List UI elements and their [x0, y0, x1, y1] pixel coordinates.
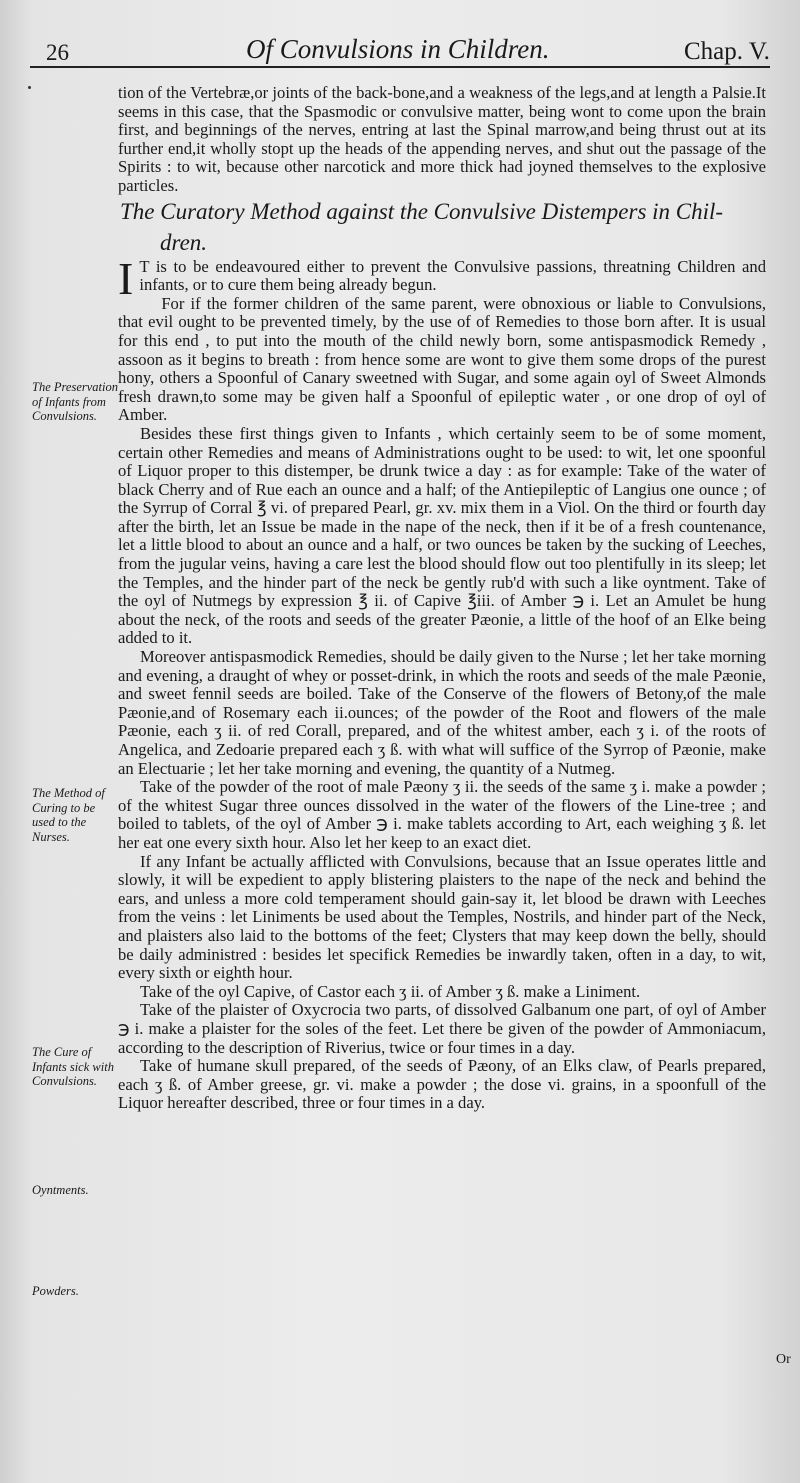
margin-note-cure: The Cure of Infants sick with Convulsions. [32, 1045, 114, 1088]
margin-note-oyntments: Oyntments. [32, 1183, 89, 1197]
section-heading [118, 196, 766, 258]
paragraph-powders: Take of humane skull prepared, of the seeds of Pæony, of an Elks claw, of Pearls prepared, each ʒ ß. of Amber greese, gr. vi. make a powder ; the dose vi. grains, in a spoonfull of the Liquor hereafter described, three or four times in a day. [118, 1056, 766, 1113]
main-text [118, 84, 766, 1113]
section-heading-line-1: The Curatory Method against the Convulsive Distempers in Chil- [120, 198, 724, 224]
paragraph-liniment: Take of the oyl Capive, of Castor each ʒ ii. of Amber ʒ ß. make a Liniment. [140, 981, 641, 1001]
chapter-label: Chap. V. [684, 38, 770, 65]
paragraph-plaister: Take of the plaister of Oxycrocia two parts, of dissolved Galbanum one part, of oyl of Amber ℈ i. make a plaister for the soles of the feet. Let there be given of the powder of Ammoniacum, according to the description of Riverius, twice or four times in a day. [118, 1000, 766, 1057]
ink-speck [28, 86, 31, 89]
margin-note-preservation: The Preservation of Infants from Convulsions. [32, 380, 118, 423]
margin-note-powders: Powders. [32, 1284, 79, 1298]
paragraph-continued: tion of the Vertebræ,or joints of the back-bone,and a weakness of the legs,and at length a Palsie.It seems in this case, that the Spasmodic or convulsive matter, being wont to come upon the brain first, and beginnings of the nerves, entring at last the Spinal marrow,and being thrust out at its further end,it wholly stopt up the heads of the appending nerves, and shut out the passage of the Spirits : to wit, because other narcotick and more thick had joyned themselves to the explosive particles. [118, 83, 766, 195]
paragraph-preservation: For if the former children of the same parent, were obnoxious or liable to Convulsions, that evil ought to be prevented timely, by the use of of Remedies to those born after. It is usual for this end , to put into the mouth of the child newly born, some antispasmodick Remedy , assoon as it begins to breath : from hence some are wont to give them some drops of the purest hony, others a Spoonful of Canary sweetned with Sugar, and some again oyl of Sweet Almonds fresh drawn,to some may be given half a Spoonful of epileptic water , or one drop of oyl of Amber. [118, 293, 766, 425]
paragraph-cure: If any Infant be actually afflicted with Convulsions, because that an Issue operates little and slowly, it will be expedient to apply blistering plaisters to the nape of the neck and behind the ears, and unless a more cold temperament should gain-say it, let blood be drawn with Leeches from the veins : let Liniments be used about the Temples, Nostrils, and hinder part of the Neck, and plaisters also laid to the bottoms of the feet; Clysters that may keep down the belly, should be daily administred : besides let specifick Remedies be inwardly taken, often in a day, to wit, every sixth or eighth hour. [118, 851, 766, 983]
section-heading-line-2: dren. [160, 229, 208, 255]
header-rule [30, 66, 770, 68]
catchword: Or [776, 1352, 791, 1367]
paragraph-tablets: Take of the powder of the root of male Pæony ʒ ii. the seeds of the same ʒ i. make a powder ; of the whitest Sugar three ounces dissolved in the water of the flowers of the Line-tree ; and boiled to tablets, of the oyl of Amber ℈ i. make tablets according to Art, each weighing ʒ ß. let her eat one every sixth hour. Also let her keep to an exact diet. [118, 777, 766, 852]
running-title: Of Convulsions in Children. [246, 34, 550, 64]
running-head [0, 28, 800, 78]
paragraph-remedies: Besides these first things given to Infants , which certainly seem to be of some moment, certain other Remedies and means of Administrations ought to be used: to wit, let one spoonful of Liquor proper to this distemper, be drunk twice a day : as for example: Take of the water of black Cherry and of Rue each an ounce and a half; of the Antiepileptic of Langius one ounce ; of the Syrrup of Corral ℥ vi. of prepared Pearl, gr. xv. mix them in a Viol. On the third or fourth day after the birth, let an Issue be made in the nape of the neck, then if it be of a fresh countenance, let a little blood to about an ounce and a half, or two ounces be taken by the sucking of Leeches, from the jugular veins, having a care lest the blood should flow out too plentifully in its sleep; let the Temples, and the hinder part of the neck be gently rub'd with such a like oyntment. Take of the oyl of Nutmegs by expression ℥ ii. of Capive ℥iii. of Amber ℈ i. Let an Amulet be hung about the neck, of the roots and seeds of the greater Pæonie, a little of the hoof of an Elke being added to it. [118, 423, 766, 648]
drop-cap: I [118, 252, 134, 304]
opening-paragraph [118, 252, 766, 304]
opening-paragraph-text: T is to be endeavoured either to prevent the Convulsive passions, threatning Children and infants, or to cure them being already begun. [139, 256, 766, 295]
page-number: 26 [46, 40, 69, 65]
margin-note-nurses: The Method of Curing to be used to the Nurses. [32, 786, 105, 844]
paragraph-nurse: Moreover antispasmodick Remedies, should be daily given to the Nurse ; let her take morning and evening, a draught of whey or posset-drink, in which the roots and seeds of the male Pæonie, and sweet fennil seeds are boiled. Take of the Conserve of the flowers of Betony,of the male Pæonie,and of Rosemary each ii.ounces; of the powder of the Root and flowers of the male Pæonie, each ʒ ii. of red Corall, prepared, and of the whitest amber, each ʒ i. of the roots of Angelica, and Zedoarie prepared each ʒ ß. with what will suffice of the Syrrop of Pæonie, make an Electuarie ; let her take morning and evening, the quantity of a Nutmeg. [118, 647, 766, 778]
